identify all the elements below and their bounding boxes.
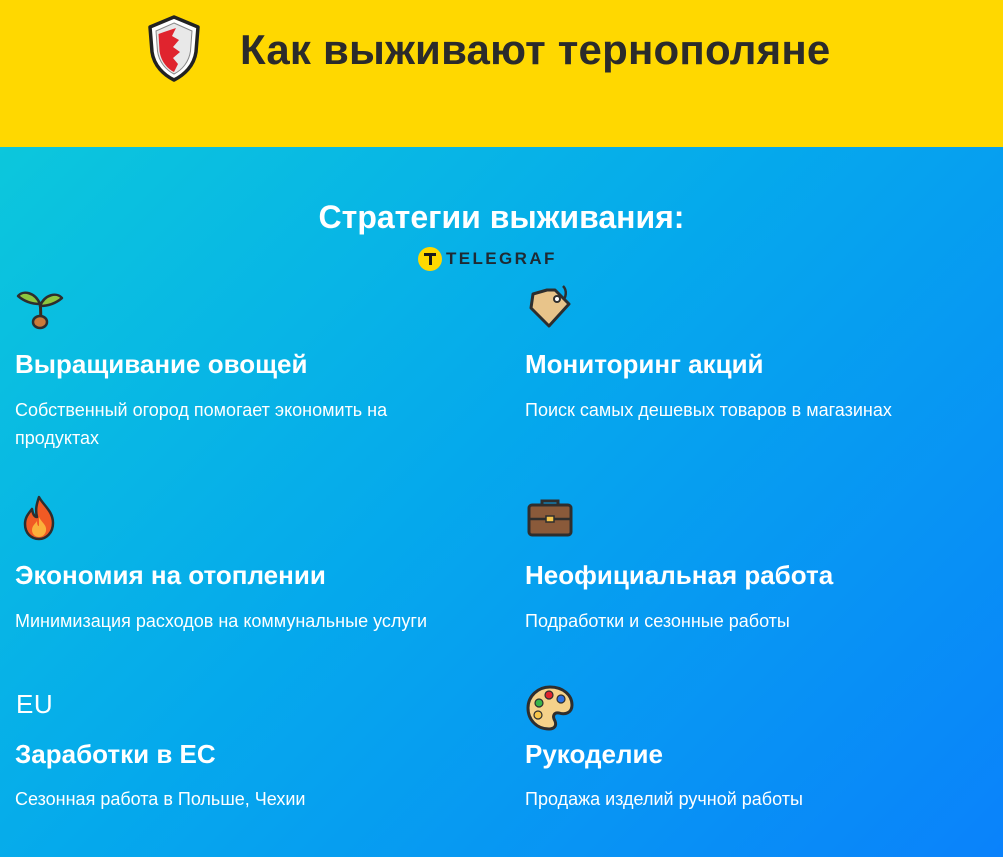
strategy-description: Сезонная работа в Польше, Чехии xyxy=(15,789,306,809)
strategy-title: Заработки в ЕС xyxy=(15,739,216,769)
eu-flag-icon xyxy=(15,683,65,733)
strategy-description: Минимизация расходов на коммунальные услуги xyxy=(15,611,427,631)
strategy-title: Рукоделие xyxy=(525,739,663,769)
strategy-description: Собственный огород помогает экономить на продуктах xyxy=(15,400,388,448)
section-subtitle: Стратегии выживания: xyxy=(318,199,685,235)
header-banner xyxy=(0,0,1003,147)
artist-palette-icon xyxy=(525,683,575,733)
strategies-panel xyxy=(0,147,1003,857)
strategy-title: Неофициальная работа xyxy=(525,560,834,590)
strategy-description: Поиск самых дешевых товаров в магазинах xyxy=(525,400,892,420)
telegraf-logo-icon xyxy=(418,247,442,271)
strategy-description: Подработки и сезонные работы xyxy=(525,611,790,631)
price-tag-icon xyxy=(525,282,575,332)
strategy-title: Экономия на отоплении xyxy=(15,560,326,590)
strategy-description: Продажа изделий ручной работы xyxy=(525,789,803,809)
brand-name: TELEGRAF xyxy=(446,249,557,268)
seedling-icon xyxy=(15,282,65,332)
strategy-title: Выращивание овощей xyxy=(15,349,308,379)
strategy-title: Мониторинг акций xyxy=(525,349,764,379)
fire-icon xyxy=(15,493,65,543)
shield-icon xyxy=(146,14,202,82)
briefcase-icon xyxy=(525,493,575,543)
brand-logo xyxy=(418,246,557,272)
eu-label: EU xyxy=(16,689,54,719)
page-title: Как выживают тернополяне xyxy=(240,26,831,73)
